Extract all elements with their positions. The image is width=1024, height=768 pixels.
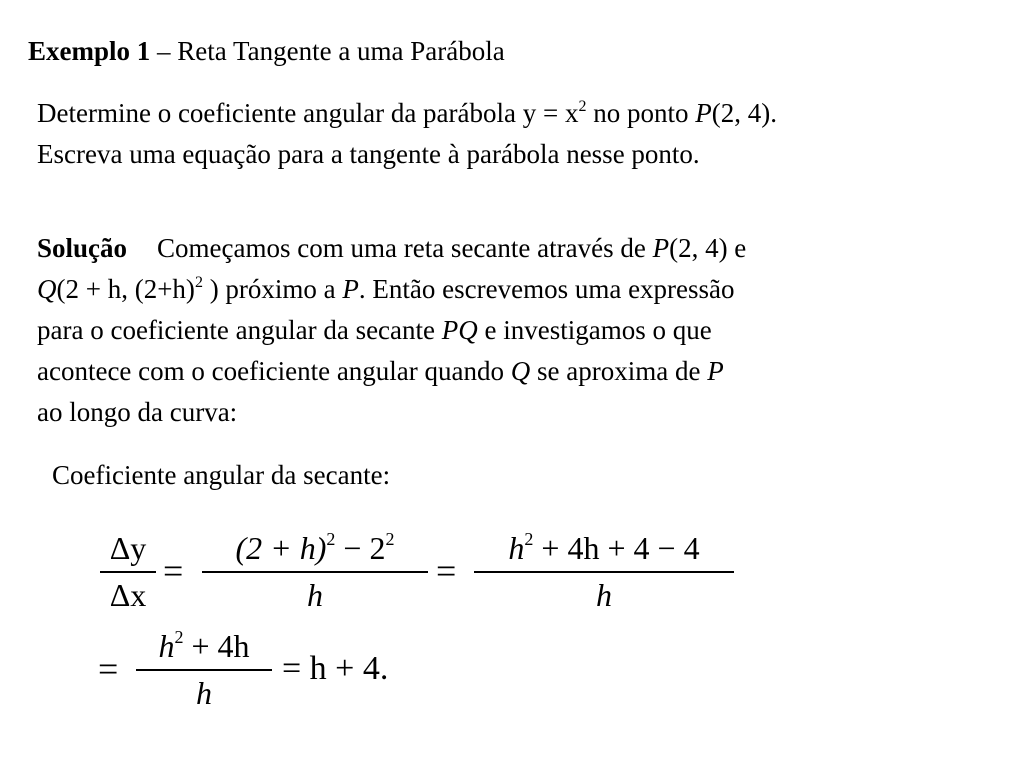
equals-sign: = [98, 649, 119, 689]
fraction-expanded [474, 530, 734, 614]
solution-text: (2, 4) e [669, 233, 747, 263]
math-term: h [508, 530, 525, 566]
problem-text: no ponto [586, 98, 696, 128]
problem-text: (2, 4). [711, 98, 777, 128]
point-label: Q [37, 274, 57, 304]
math-term: h [158, 628, 175, 664]
fraction-bar [202, 571, 428, 573]
fraction-difference-quotient [202, 530, 428, 614]
solution-line-5: ao longo da curva: [37, 397, 238, 427]
equation-result: = h + 4. [282, 650, 389, 687]
solution-text: (2 + h, (2+h) [56, 274, 195, 304]
solution-line-4 [37, 351, 746, 392]
fraction-simplified [136, 628, 272, 712]
math-term: (2 + h) [235, 530, 327, 566]
solution-text: Começamos com uma reta secante através de [157, 233, 653, 263]
exponent: 2 [174, 627, 184, 647]
problem-line-2: Escreva uma equação para a tangente à parábola nesse ponto. [37, 139, 700, 169]
fraction-numerator [202, 530, 428, 567]
point-label: P [342, 274, 359, 304]
fraction-bar [474, 571, 734, 573]
secant-label: Coeficiente angular da secante: [52, 460, 391, 490]
solution-text: se aproxima de [530, 356, 708, 386]
solution-block [37, 228, 746, 433]
point-label: Q [510, 356, 531, 386]
equals-sign: = [163, 551, 184, 591]
segment-label: PQ [441, 315, 478, 345]
problem-statement [37, 93, 777, 175]
page-title [28, 36, 505, 67]
problem-text: Determine o coeficiente angular da parábola y = x [37, 98, 579, 128]
exponent: 2 [578, 98, 587, 115]
problem-line-1 [37, 93, 777, 134]
exponent: 2 [194, 274, 203, 291]
exponent: 2 [385, 529, 395, 549]
math-term: + 4h + 4 − 4 [533, 530, 700, 566]
fraction-denominator: Δx [109, 577, 147, 613]
point-label: P [707, 356, 724, 386]
solution-line-2 [37, 269, 746, 310]
fraction-denominator: h [196, 675, 212, 711]
fraction-numerator: Δy [109, 530, 147, 566]
solution-text: . Então escrevemos uma expressão [358, 274, 735, 304]
point-label: P [652, 233, 670, 263]
solution-text: ) próximo a [202, 274, 343, 304]
point-label: P [695, 98, 712, 128]
fraction-numerator [474, 530, 734, 567]
fraction-denominator: h [307, 577, 323, 613]
fraction-bar [100, 571, 156, 573]
exponent: 2 [326, 529, 336, 549]
solution-line-3 [37, 310, 746, 351]
solution-text: e investigamos o que [477, 315, 712, 345]
fraction-numerator [136, 628, 272, 665]
fraction-denominator: h [596, 577, 612, 613]
solution-text: acontece com o coeficiente angular quando [37, 356, 511, 386]
fraction-bar [136, 669, 272, 671]
math-term: − 2 [335, 530, 386, 566]
equals-sign: = [436, 551, 457, 591]
solution-label: Solução [37, 233, 128, 263]
fraction-delta-y-over-delta-x [100, 530, 156, 614]
solution-text: para o coeficiente angular da secante [37, 315, 442, 345]
title-bold: Exemplo 1 [28, 36, 151, 66]
math-term: + 4h [183, 628, 250, 664]
title-rest: – Reta Tangente a uma Parábola [150, 36, 505, 66]
solution-line-1 [37, 228, 746, 269]
exponent: 2 [524, 529, 534, 549]
